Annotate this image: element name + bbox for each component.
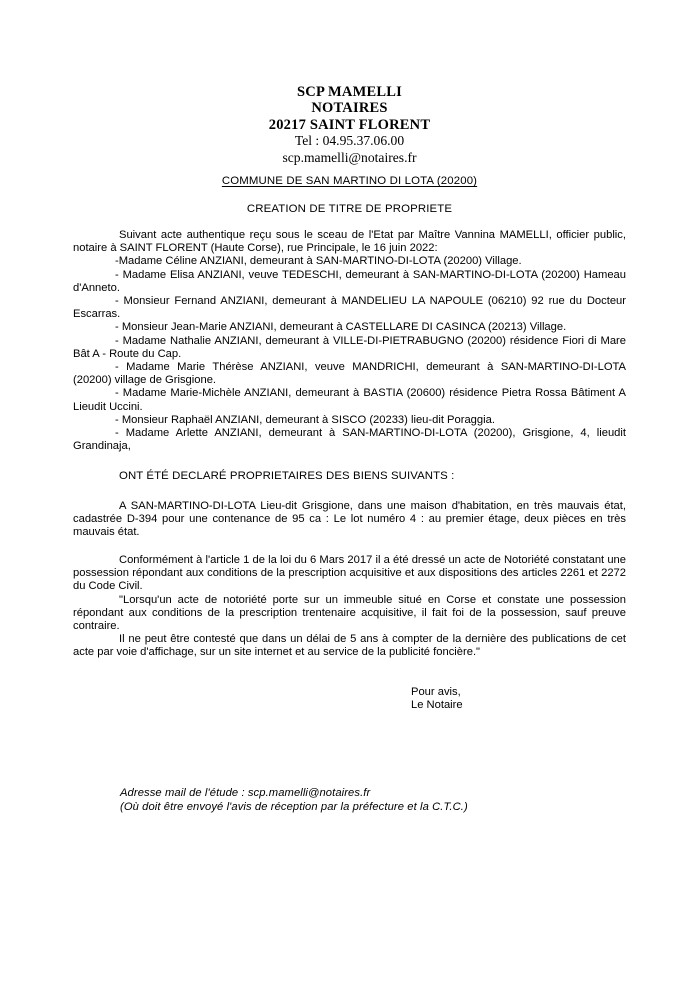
footer-note	[120, 786, 468, 814]
declaration-statement: ONT ÉTÉ DECLARÉ PROPRIETAIRES DES BIENS SUIVANTS :	[119, 470, 455, 482]
property-description: A SAN-MARTINO-DI-LOTA Lieu-dit Grisgione, dans une maison d'habitation, en très mauvais état, cadastrée D-394 pour une contenance de 95 ca : Le lot numéro 4 : au premier étage, deux pièces en très mauvais état.	[73, 500, 626, 539]
firm-email: scp.mamelli@notaires.fr	[282, 149, 417, 165]
party-entry: - Madame Nathalie ANZIANI, demeurant à VILLE-DI-PIETRABUGNO (20200) résidence Fiori di Mare Bât A - Route du Cap.	[73, 334, 626, 360]
legal-paragraph-2: "Lorsqu'un acte de notoriété porte sur un immeuble situé en Corse et constate une possession répondant aux conditions de la prescription trentenaire acquisitive, il fait foi de la possession, sauf preuve contraire.	[73, 593, 626, 633]
signature-line-2: Le Notaire	[411, 699, 463, 712]
party-entry: -Madame Céline ANZIANI, demeurant à SAN-MARTINO-DI-LOTA (20200) Village.	[115, 255, 522, 268]
party-entry: - Madame Marie-Michèle ANZIANI, demeurant à BASTIA (20600) résidence Pietra Rossa Bâtiment A Lieudit Uccini.	[73, 387, 626, 413]
party-entry: - Madame Marie Thérèse ANZIANI, veuve MANDRICHI, demeurant à SAN-MARTINO-DI-LOTA (20200) village de Grisgione.	[73, 361, 626, 387]
party-entry: - Monsieur Jean-Marie ANZIANI, demeurant à CASTELLARE DI CASINCA (20213) Village.	[115, 321, 567, 334]
legal-paragraph-1: Conformément à l'article 1 de la loi du 6 Mars 2017 il a été dressé un acte de Notoriété constatant une possession répondant aux conditions de la prescription acquisitive et aux dispositions des articles 2261 et 2272 du Code Civil.	[73, 554, 626, 593]
parties-section	[73, 229, 626, 453]
party-entry: - Madame Arlette ANZIANI, demeurant à SAN-MARTINO-DI-LOTA (20200), Grisgione, 4, lieudit Grandinaja,	[73, 427, 626, 453]
firm-phone: Tel : 04.95.37.06.00	[294, 132, 405, 148]
signature-line-1: Pour avis,	[411, 686, 461, 698]
subject-heading: CREATION DE TITRE DE PROPRIETE	[246, 203, 453, 215]
footer-email-line: Adresse mail de l'étude : scp.mamelli@notaires.fr	[120, 787, 371, 799]
legal-provisions-section	[73, 554, 626, 660]
firm-name-line-2: NOTAIRES	[311, 100, 388, 117]
property-description-section	[73, 500, 626, 540]
footer-instruction-line: (Où doit être envoyé l'avis de réception par la préfecture et la C.T.C.)	[120, 801, 468, 813]
party-entry: - Monsieur Raphaël ANZIANI, demeurant à SISCO (20233) lieu-dit Poraggia.	[115, 413, 495, 426]
party-entry: - Monsieur Fernand ANZIANI, demeurant à MANDELIEU LA NAPOULE (06210) 92 rue du Docteur Escarras.	[73, 295, 626, 321]
firm-name-line-1: SCP MAMELLI	[297, 84, 402, 100]
letterhead	[0, 84, 699, 166]
commune-heading: COMMUNE DE SAN MARTINO DI LOTA (20200)	[221, 175, 478, 187]
firm-address-line: 20217 SAINT FLORENT	[268, 116, 431, 133]
intro-paragraph: Suivant acte authentique reçu sous le sceau de l'Etat par Maître Vannina MAMELLI, officier public, notaire à SAINT FLORENT (Haute Corse), rue Principale, le 16 juin 2022:	[73, 229, 626, 255]
legal-paragraph-3: Il ne peut être contesté que dans un délai de 5 ans à compter de la dernière des publications de cet acte par voie d'affichage, sur un site internet et au service de la publicité foncière."	[73, 633, 626, 659]
signature-block	[411, 686, 463, 713]
party-entry: - Madame Elisa ANZIANI, veuve TEDESCHI, demeurant à SAN-MARTINO-DI-LOTA (20200) Hameau d'Anneto.	[73, 268, 626, 294]
